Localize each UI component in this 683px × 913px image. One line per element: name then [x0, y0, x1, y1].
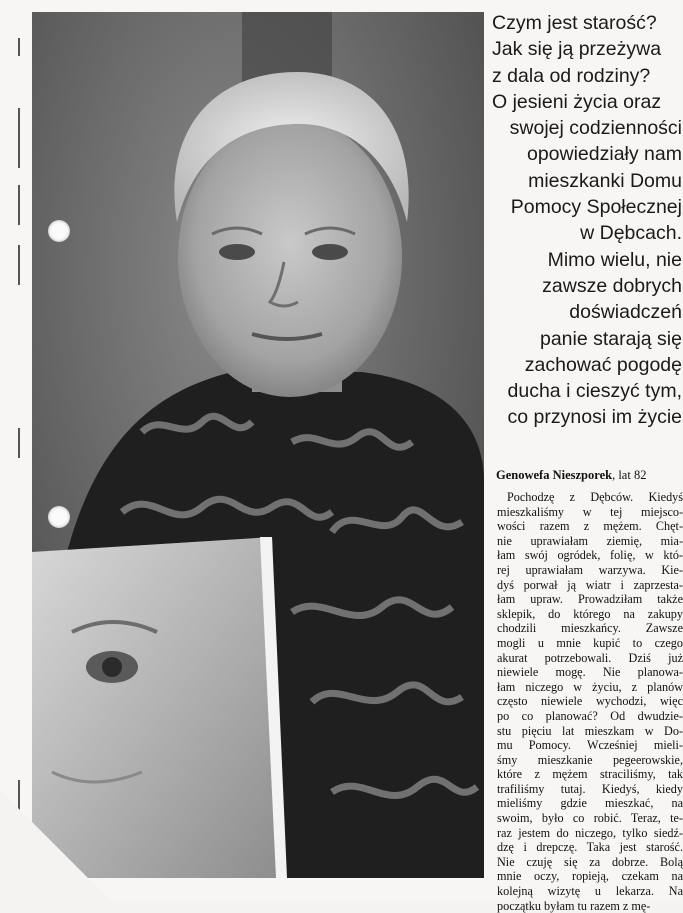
lead-line: ducha i cieszyć tym,	[507, 380, 682, 403]
article-line: chodzili mieszkańcy. Zawsze	[497, 621, 683, 636]
portrait-photo	[32, 12, 484, 878]
margin-mark	[18, 245, 20, 285]
byline-name: Genowefa Nieszporek	[496, 468, 613, 482]
lead-line: z dala od rodziny?	[492, 64, 651, 87]
margin-mark	[18, 38, 20, 56]
article-line: raz jestem do niczego, tylko siedź-	[497, 825, 683, 840]
article-line: nie uprawiałam ziemię, mia-	[497, 533, 683, 548]
article-line: łam swój ogródek, folię, w któ-	[497, 548, 683, 563]
lead-line: zawsze dobrych	[542, 274, 682, 297]
article-line: mieszkaliśmy w tej miejsco-	[497, 504, 683, 519]
article-line: mnie oczy, ropieją, czekam na	[497, 869, 683, 884]
article-line: rej uprawiałam warzywa. Kie-	[497, 562, 683, 577]
article-line: śmy mieszkanie pegeerowskie,	[497, 752, 683, 767]
article-line: mu Pomocy. Wcześniej mieli-	[497, 738, 683, 753]
article-line: niewiele mogę. Nie planowa-	[497, 665, 683, 680]
lead-line: O jesieni życia oraz	[492, 90, 662, 113]
lead-line: w Dębcach.	[580, 222, 682, 245]
lead-line: co przynosi im życie	[507, 406, 682, 429]
article-line: trafiliśmy tutaj. Kiedyś, kiedy	[497, 781, 683, 796]
byline-age: , lat 82	[612, 468, 647, 482]
punch-hole	[48, 220, 70, 242]
article-line: łam niczego w życiu, z planów	[497, 679, 683, 694]
lead-line: Jak się ją przeżywa	[492, 38, 662, 61]
article-line: łam upraw. Prowadziłam także	[497, 592, 683, 607]
article-line: mieliśmy gdzie mieszkać, na	[497, 796, 683, 811]
article-line: wości razem z mężem. Chęt-	[497, 519, 683, 534]
lead-line: panie starają się	[539, 327, 682, 350]
article-body	[497, 490, 683, 913]
article-line: Pochodzę z Dębców. Kiedyś	[507, 490, 683, 504]
article-line: Nie czuję się za dobrze. Bolą	[497, 854, 683, 869]
lead-line: Czym jest starość?	[492, 12, 657, 34]
article-line: dyś porwał ją wiatr i zaprzesta-	[497, 577, 683, 592]
article-line: początku byłam tu razem z mę-	[497, 898, 651, 913]
lead-line: doświadczeń	[569, 301, 682, 324]
lead-line: opowiedziały nam	[526, 143, 682, 166]
margin-mark	[18, 428, 20, 458]
lead-paragraph	[492, 10, 682, 431]
lead-line: zachować pogodę	[524, 353, 682, 376]
lead-line: Pomocy Społecznej	[510, 196, 682, 219]
article-line: sklepik, do którego na zakupy	[497, 606, 683, 621]
lead-line: mieszkanki Domu	[528, 169, 682, 192]
margin-mark	[18, 108, 20, 168]
article-line: kolejną wizytę u lekarza. Na	[497, 884, 683, 899]
article-line: często niewiele wychodzi, więc	[497, 694, 683, 709]
article-line: mogli u mnie kupić to czego	[497, 635, 683, 650]
folded-corner	[0, 790, 110, 900]
article-line: swoim, było co robić. Teraz, te-	[497, 811, 683, 826]
punch-hole	[48, 506, 70, 528]
article-line: które z mężem straciliśmy, tak	[497, 767, 683, 782]
margin-mark	[18, 185, 20, 225]
article-line: po co planować? Od dwudzie-	[497, 708, 683, 723]
article-line: stu pięciu lat mieszkam w Do-	[497, 723, 683, 738]
byline	[496, 468, 682, 483]
lead-line: swojej codzienności	[509, 117, 682, 140]
article-line: akurat potrzebowali. Dziś już	[497, 650, 683, 665]
portrait-illustration	[32, 12, 484, 878]
lead-line: Mimo wielu, nie	[547, 248, 682, 271]
article-line: dzę i drepczę. Taka jest starość.	[497, 840, 683, 855]
